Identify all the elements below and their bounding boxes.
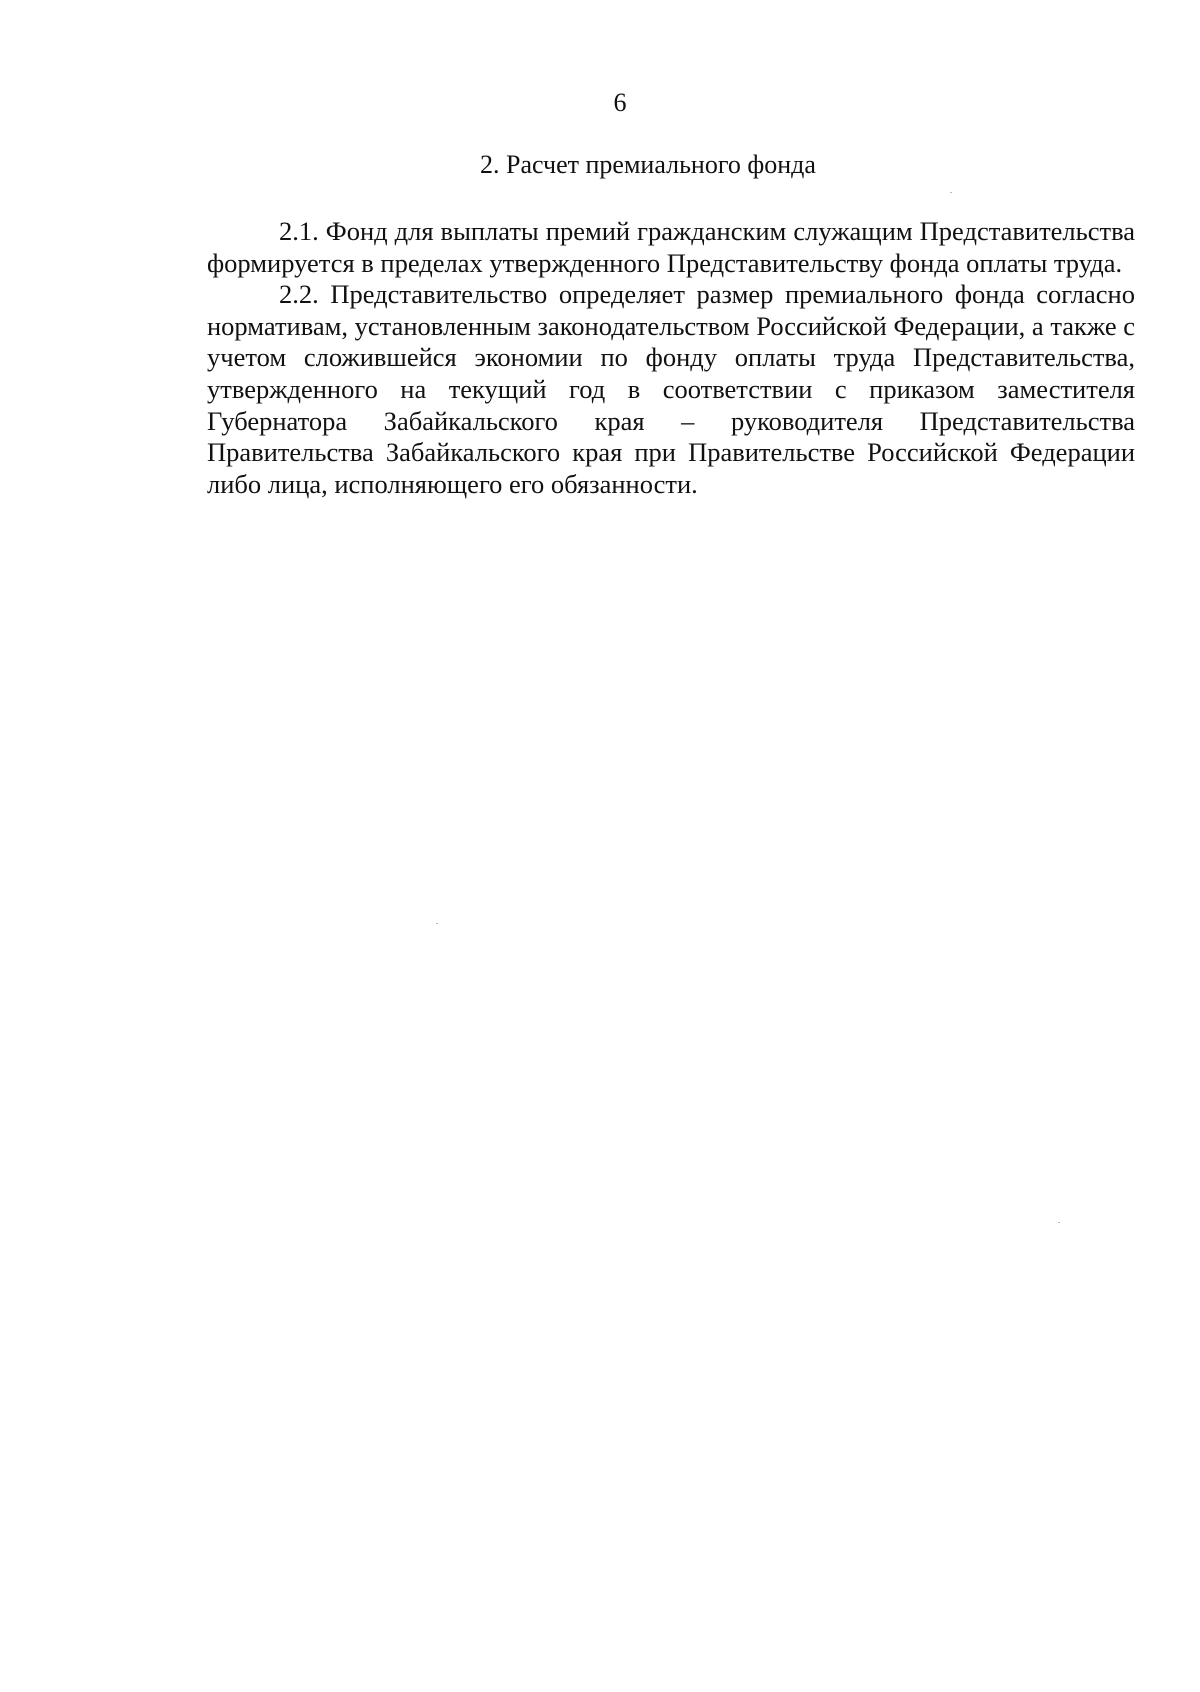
paragraph-2-1: 2.1. Фонд для выплаты премий гражданским служащим Представительства формируется в пределах утвержденного Представительству фонда оплаты труда. [207,216,1135,278]
paragraph-2-2: 2.2. Представительство определяет размер премиального фонда согласно нормативам, установленным законодательством Российской Федерации, а также с учетом сложившейся экономии по фонду оплаты труда Представительства, утвержденного на текущий год в соответствии с приказом заместителя Губернатора Забайкальского края – руководителя Представительства Правительства Забайкальского края при Правительстве Российской Федерации либо лица, исполняющего его обязанности. [207,279,1135,499]
scan-speck [950,192,952,193]
scan-speck [1058,1222,1060,1223]
page-number: 6 [613,88,627,117]
section-title: 2. Расчет премиального фонда [480,150,816,179]
body-text [207,216,1135,500]
scan-speck [436,923,438,924]
